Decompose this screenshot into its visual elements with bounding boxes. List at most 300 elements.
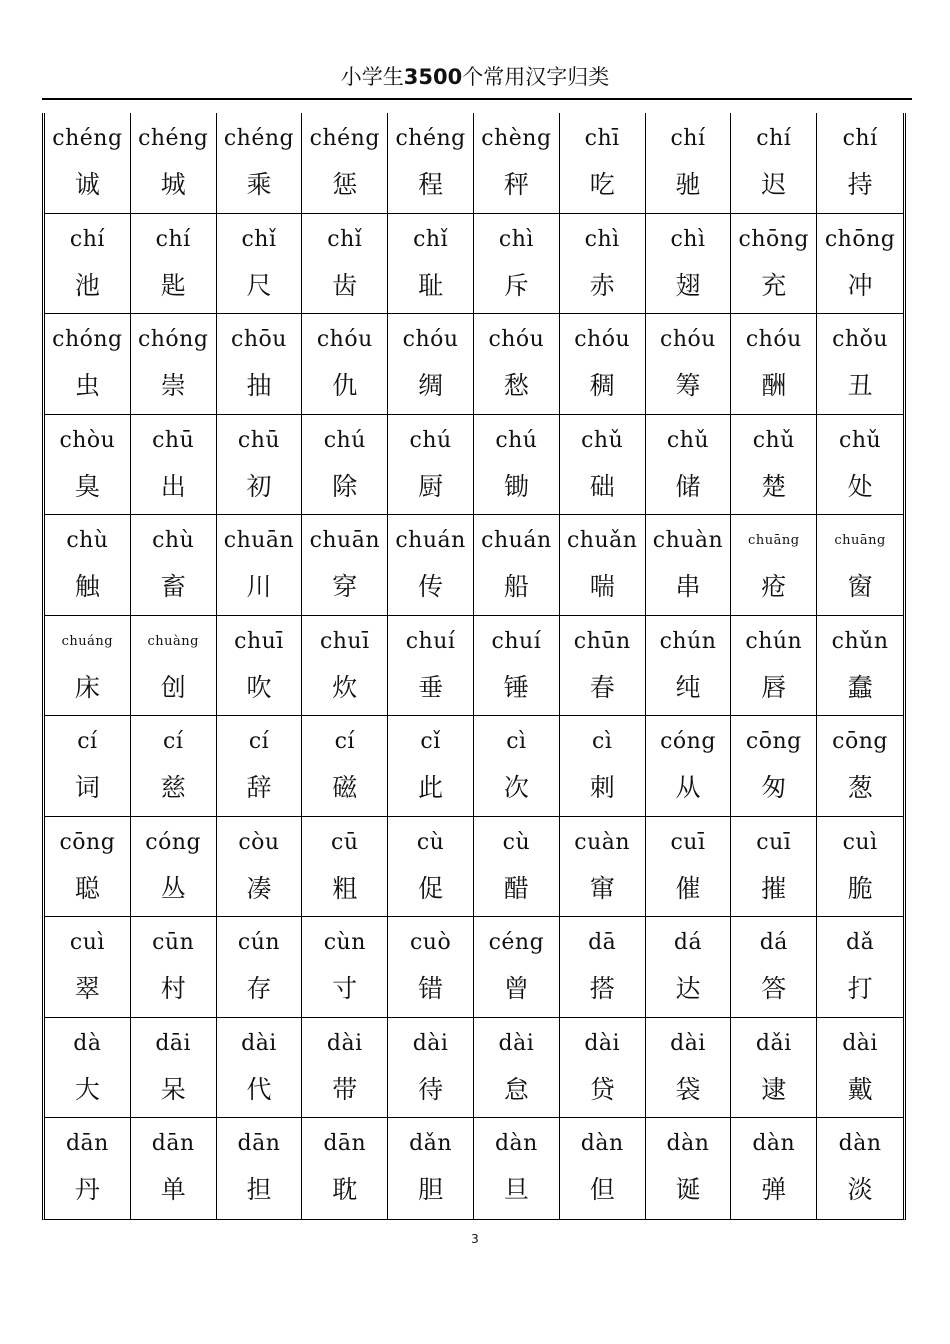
hanzi-character: 答 — [761, 974, 787, 1004]
hanzi-character: 驰 — [675, 170, 701, 199]
character-cell — [45, 415, 131, 516]
hanzi-character: 耽 — [332, 1175, 358, 1205]
character-cell — [217, 515, 303, 616]
character-cell — [646, 616, 732, 717]
pinyin-label: chǔ — [581, 427, 624, 453]
pinyin-label: chǐ — [413, 226, 449, 252]
pinyin-label: chōu — [231, 327, 287, 353]
hanzi-character: 磁 — [332, 773, 358, 803]
pinyin-label: cù — [502, 829, 531, 855]
pinyin-label: chū — [237, 427, 281, 453]
character-cell — [388, 113, 474, 214]
hanzi-character: 葱 — [847, 773, 873, 803]
pinyin-label: chì — [670, 226, 706, 252]
hanzi-character: 疮 — [761, 572, 787, 602]
character-cell — [646, 515, 732, 616]
pinyin-label: cuì — [842, 829, 878, 855]
pinyin-label: cūn — [152, 930, 195, 956]
pinyin-label: cōng — [745, 729, 802, 755]
page-number: 3 — [471, 1232, 479, 1246]
character-cell — [131, 616, 217, 717]
hanzi-character: 斥 — [503, 270, 529, 300]
character-cell — [217, 415, 303, 516]
pinyin-label: chí — [842, 126, 878, 151]
character-cell — [817, 1018, 903, 1119]
pinyin-label: cù — [416, 829, 445, 855]
pinyin-label: chèng — [481, 126, 552, 151]
character-cell — [302, 1118, 388, 1219]
character-cell — [646, 917, 732, 1018]
hanzi-character: 窜 — [589, 873, 615, 903]
character-cell — [217, 716, 303, 817]
hanzi-character: 但 — [589, 1175, 615, 1205]
pinyin-label: chì — [584, 226, 620, 252]
character-cell — [217, 214, 303, 315]
pinyin-label: cì — [506, 729, 527, 755]
hanzi-character: 串 — [675, 572, 701, 602]
pinyin-label: cí — [77, 729, 98, 755]
character-cell — [302, 515, 388, 616]
hanzi-character: 垂 — [418, 672, 444, 702]
pinyin-label: chù — [152, 528, 195, 554]
character-cell — [731, 716, 817, 817]
hanzi-character: 秤 — [503, 170, 529, 199]
pinyin-label: dá — [759, 930, 788, 956]
character-cell — [731, 515, 817, 616]
hanzi-character: 代 — [246, 1074, 272, 1104]
pinyin-label: cuàn — [574, 829, 631, 855]
hanzi-character: 村 — [160, 974, 186, 1004]
pinyin-label: chuáng — [61, 633, 114, 649]
hanzi-character: 纯 — [675, 672, 701, 702]
hanzi-character: 大 — [74, 1074, 100, 1104]
hanzi-character: 弹 — [761, 1175, 787, 1205]
hanzi-character: 乘 — [246, 170, 272, 199]
pinyin-label: chún — [659, 628, 717, 654]
pinyin-label: chú — [409, 427, 452, 453]
character-cell — [131, 415, 217, 516]
hanzi-character: 翅 — [675, 270, 701, 300]
pinyin-label: dǎi — [755, 1030, 792, 1056]
character-cell — [731, 113, 817, 214]
character-cell — [45, 113, 131, 214]
pinyin-label: chuí — [491, 628, 542, 654]
pinyin-label: dǎn — [409, 1131, 453, 1157]
pinyin-label: cún — [237, 930, 281, 956]
pinyin-label: chī — [584, 126, 620, 151]
hanzi-character: 出 — [160, 471, 186, 501]
character-cell — [646, 214, 732, 315]
character-cell — [560, 1118, 646, 1219]
character-cell — [474, 214, 560, 315]
hanzi-character: 丑 — [847, 371, 873, 401]
hanzi-character: 词 — [74, 773, 100, 803]
character-cell — [474, 917, 560, 1018]
hanzi-character: 打 — [847, 974, 873, 1004]
hanzi-character: 齿 — [332, 270, 358, 300]
hanzi-character: 程 — [418, 170, 444, 199]
pinyin-label: chǔ — [666, 427, 710, 453]
pinyin-label: chí — [670, 126, 706, 151]
pinyin-label: chù — [66, 528, 109, 554]
character-cell — [817, 214, 903, 315]
hanzi-character: 丛 — [160, 873, 186, 903]
hanzi-character: 戴 — [847, 1074, 873, 1104]
pinyin-label: chuàng — [147, 633, 199, 649]
title-prefix: 小学生 — [340, 65, 404, 89]
character-cell — [731, 917, 817, 1018]
character-cell — [646, 716, 732, 817]
hanzi-character: 炊 — [332, 672, 358, 702]
pinyin-label: chǒu — [832, 327, 889, 353]
pinyin-label: chǐ — [327, 226, 363, 252]
pinyin-label: chún — [745, 628, 803, 654]
pinyin-label: céng — [488, 930, 545, 956]
hanzi-character: 虫 — [74, 371, 100, 401]
character-cell — [646, 1118, 732, 1219]
character-cell — [731, 214, 817, 315]
hanzi-character: 凑 — [246, 873, 272, 903]
hanzi-character: 楚 — [761, 471, 787, 501]
pinyin-label: chuán — [395, 528, 466, 554]
hanzi-character: 促 — [418, 873, 444, 903]
pinyin-label: chéng — [309, 126, 380, 151]
pinyin-label: cuò — [409, 930, 452, 956]
character-cell — [302, 1018, 388, 1119]
pinyin-label: cuī — [670, 829, 706, 855]
pinyin-label: cì — [592, 729, 613, 755]
hanzi-character: 初 — [246, 471, 272, 501]
hanzi-character: 胆 — [418, 1175, 444, 1205]
hanzi-character: 逮 — [761, 1074, 787, 1104]
hanzi-character: 寸 — [332, 974, 358, 1004]
hanzi-character: 脆 — [847, 873, 873, 903]
character-cell — [646, 1018, 732, 1119]
hanzi-character: 聪 — [74, 873, 100, 903]
hanzi-character: 春 — [589, 672, 615, 702]
pinyin-label: chuí — [405, 628, 456, 654]
pinyin-label: chóu — [402, 327, 459, 353]
hanzi-character: 吃 — [589, 170, 615, 199]
hanzi-character: 吹 — [246, 672, 272, 702]
character-cell — [474, 1018, 560, 1119]
hanzi-character: 池 — [74, 270, 100, 300]
character-cell — [731, 616, 817, 717]
hanzi-character: 川 — [246, 572, 272, 602]
pinyin-label: dàn — [838, 1131, 882, 1157]
character-cell — [388, 817, 474, 918]
pinyin-label: dàn — [752, 1131, 796, 1157]
hanzi-character: 袋 — [675, 1074, 701, 1104]
character-cell — [302, 917, 388, 1018]
hanzi-character: 此 — [418, 773, 444, 803]
character-cell — [217, 1118, 303, 1219]
pinyin-label: cóng — [145, 829, 202, 855]
hanzi-character: 窗 — [847, 572, 873, 602]
hanzi-character: 赤 — [589, 270, 615, 300]
character-cell — [45, 1118, 131, 1219]
hanzi-character: 摧 — [761, 873, 787, 903]
hanzi-character: 除 — [332, 471, 358, 501]
character-cell — [388, 616, 474, 717]
hanzi-character: 础 — [589, 471, 615, 501]
pinyin-label: dài — [670, 1030, 706, 1056]
hanzi-character: 锄 — [503, 471, 529, 501]
hanzi-character: 触 — [74, 572, 100, 602]
character-cell — [217, 817, 303, 918]
hanzi-character: 充 — [761, 270, 787, 300]
pinyin-label: chì — [498, 226, 534, 252]
character-cell — [388, 415, 474, 516]
character-cell — [131, 515, 217, 616]
pinyin-label: chéng — [223, 126, 295, 151]
character-cell — [131, 214, 217, 315]
pinyin-label: chòu — [59, 427, 116, 453]
hanzi-character: 惩 — [332, 170, 358, 199]
character-cell — [560, 515, 646, 616]
hanzi-character: 蠢 — [847, 672, 873, 702]
character-cell — [45, 314, 131, 415]
pinyin-label: dàn — [580, 1131, 624, 1157]
character-cell — [817, 113, 903, 214]
pinyin-label: dài — [498, 1030, 535, 1056]
hanzi-character: 怠 — [503, 1074, 529, 1104]
hanzi-character: 达 — [675, 974, 701, 1004]
character-cell — [302, 314, 388, 415]
character-cell — [302, 616, 388, 717]
hanzi-character: 冲 — [847, 270, 873, 300]
hanzi-character: 船 — [503, 572, 529, 602]
pinyin-label: cí — [248, 729, 270, 755]
pinyin-label: chuān — [223, 528, 295, 554]
hanzi-character: 存 — [246, 974, 272, 1004]
pinyin-label: chóu — [316, 327, 373, 353]
hanzi-character: 绸 — [418, 371, 444, 401]
hanzi-character: 传 — [418, 572, 444, 602]
character-cell — [388, 917, 474, 1018]
hanzi-character: 慈 — [160, 773, 186, 803]
pinyin-label: chí — [756, 126, 792, 151]
pinyin-label: cǐ — [420, 729, 441, 755]
hanzi-character: 旦 — [503, 1175, 529, 1205]
pinyin-label: chú — [495, 427, 538, 453]
header-rule — [42, 98, 912, 100]
hanzi-character: 匆 — [761, 773, 787, 803]
hanzi-character: 辞 — [246, 773, 272, 803]
hanzi-character: 醋 — [503, 873, 529, 903]
pinyin-label: cùn — [323, 930, 366, 956]
pinyin-label: chuān — [309, 528, 381, 554]
character-cell — [217, 314, 303, 415]
pinyin-label: dān — [151, 1131, 195, 1157]
character-cell — [474, 817, 560, 918]
pinyin-label: dāi — [155, 1030, 192, 1056]
character-cell — [731, 314, 817, 415]
hanzi-character: 贷 — [589, 1074, 615, 1104]
pinyin-label: dàn — [494, 1131, 538, 1157]
character-cell — [388, 1018, 474, 1119]
pinyin-label: chǔn — [831, 628, 889, 654]
hanzi-character: 穿 — [332, 572, 358, 602]
hanzi-character: 厨 — [418, 471, 444, 501]
pinyin-label: chuī — [234, 628, 284, 654]
character-cell — [131, 113, 217, 214]
hanzi-character: 曾 — [503, 974, 529, 1004]
page-title — [0, 60, 950, 94]
pinyin-label: chǔ — [839, 427, 882, 453]
pinyin-label: cōng — [59, 829, 116, 855]
pinyin-label: chóu — [574, 327, 631, 353]
pinyin-label: dàn — [666, 1131, 710, 1157]
character-cell — [131, 917, 217, 1018]
hanzi-character: 匙 — [160, 270, 186, 300]
hanzi-character: 锤 — [503, 672, 529, 702]
character-cell — [731, 1118, 817, 1219]
hanzi-character: 处 — [847, 471, 873, 501]
character-cell — [560, 917, 646, 1018]
hanzi-character: 催 — [675, 873, 701, 903]
character-cell — [388, 515, 474, 616]
character-cell — [646, 817, 732, 918]
pinyin-label: chuī — [319, 628, 370, 654]
hanzi-character: 畜 — [160, 572, 186, 602]
pinyin-label: chí — [155, 226, 191, 252]
character-cell — [646, 113, 732, 214]
pinyin-label: chóng — [137, 327, 209, 353]
hanzi-character: 城 — [160, 170, 186, 199]
pinyin-label: cóng — [660, 729, 716, 755]
hanzi-character: 抽 — [246, 371, 272, 401]
character-cell — [560, 314, 646, 415]
character-cell — [45, 917, 131, 1018]
character-cell — [45, 817, 131, 918]
character-cell — [302, 113, 388, 214]
hanzi-character: 淡 — [847, 1175, 873, 1205]
character-cell — [217, 917, 303, 1018]
character-cell — [45, 716, 131, 817]
pinyin-label: chǔ — [752, 427, 795, 453]
character-cell — [131, 817, 217, 918]
character-cell — [474, 415, 560, 516]
hanzi-character: 担 — [246, 1175, 272, 1205]
pinyin-label: chū — [152, 427, 195, 453]
hanzi-character: 储 — [675, 471, 701, 501]
character-cell — [817, 716, 903, 817]
hanzi-character: 诚 — [74, 170, 100, 199]
pinyin-label: chéng — [52, 126, 123, 151]
character-cell — [817, 415, 903, 516]
character-cell — [131, 716, 217, 817]
hanzi-character: 仇 — [332, 371, 358, 401]
character-cell — [474, 716, 560, 817]
hanzi-character: 愁 — [503, 371, 529, 401]
character-cell — [45, 616, 131, 717]
hanzi-character: 臭 — [74, 471, 100, 501]
character-cell — [388, 716, 474, 817]
character-cell — [388, 214, 474, 315]
pinyin-label: dān — [323, 1131, 367, 1157]
hanzi-character: 持 — [847, 170, 873, 199]
hanzi-character: 呆 — [160, 1074, 186, 1104]
hanzi-character: 唇 — [761, 672, 787, 702]
hanzi-character: 刺 — [589, 773, 615, 803]
character-cell — [817, 616, 903, 717]
pinyin-label: dān — [65, 1131, 109, 1157]
pinyin-label: chéng — [395, 126, 466, 151]
character-cell — [474, 113, 560, 214]
pinyin-label: chóu — [488, 327, 545, 353]
character-cell — [817, 917, 903, 1018]
pinyin-label: chuán — [481, 528, 552, 554]
character-cell — [646, 415, 732, 516]
character-cell — [817, 314, 903, 415]
character-cell — [817, 1118, 903, 1219]
hanzi-character: 带 — [332, 1074, 358, 1104]
pinyin-label: dā — [588, 930, 617, 956]
character-cell — [45, 1018, 131, 1119]
pinyin-label: dān — [237, 1131, 281, 1157]
pinyin-label: dǎ — [845, 930, 875, 956]
pinyin-label: chǐ — [241, 226, 277, 252]
hanzi-character: 搭 — [589, 974, 615, 1004]
pinyin-label: chú — [323, 427, 366, 453]
character-cell — [302, 716, 388, 817]
hanzi-character: 筹 — [675, 371, 701, 401]
pinyin-label: chéng — [138, 126, 209, 151]
character-cell — [474, 1118, 560, 1219]
hanzi-character: 尺 — [246, 270, 272, 300]
character-cell — [302, 817, 388, 918]
hanzi-character: 粗 — [332, 873, 358, 903]
hanzi-character: 创 — [160, 672, 186, 702]
hanzi-character: 单 — [160, 1175, 186, 1205]
character-cell — [217, 616, 303, 717]
character-cell — [560, 415, 646, 516]
character-cell — [131, 1118, 217, 1219]
character-cell — [474, 314, 560, 415]
pinyin-label: dài — [241, 1030, 277, 1056]
pinyin-label: còu — [238, 829, 280, 855]
pinyin-label: chóu — [745, 327, 802, 353]
hanzi-character: 丹 — [74, 1175, 100, 1205]
character-cell — [131, 1018, 217, 1119]
title-suffix: 个常用汉字归类 — [462, 65, 610, 89]
character-cell — [731, 1018, 817, 1119]
title-number: 3500 — [403, 65, 463, 89]
character-cell — [217, 113, 303, 214]
pinyin-label: cōng — [832, 729, 888, 755]
pinyin-label: chōng — [738, 226, 810, 252]
character-cell — [560, 716, 646, 817]
hanzi-character: 崇 — [160, 371, 186, 401]
hanzi-character: 床 — [74, 672, 100, 702]
character-table — [42, 113, 906, 1220]
hanzi-character: 错 — [418, 974, 444, 1004]
hanzi-character: 待 — [418, 1074, 444, 1104]
pinyin-label: chí — [69, 226, 105, 252]
character-cell — [560, 616, 646, 717]
character-cell — [560, 1018, 646, 1119]
hanzi-character: 诞 — [675, 1175, 701, 1205]
pinyin-label: dá — [673, 930, 703, 956]
character-cell — [474, 616, 560, 717]
pinyin-label: cū — [331, 829, 359, 855]
pinyin-label: cuì — [69, 930, 105, 956]
character-cell — [131, 314, 217, 415]
hanzi-character: 翠 — [74, 974, 100, 1004]
pinyin-label: chōng — [824, 226, 896, 252]
character-cell — [388, 314, 474, 415]
